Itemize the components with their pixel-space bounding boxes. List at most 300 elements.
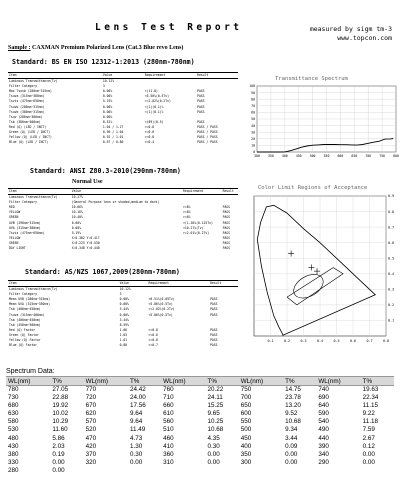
spec-cell: >=0.8 [144,135,155,140]
spectrum-row [6,434,394,442]
spectrum-cell: 610 [163,410,174,418]
spec-cell: Red (Q) (LED / INCT) [9,124,47,129]
spectrum-cell: 9.64 [129,410,143,418]
spectrum-cell: 640 [318,402,329,410]
spectrum-cell: 5.86 [52,434,65,442]
spec-cell: Blue (Q) (LED / INCT) [9,140,49,145]
spectrum-cell: 13.20 [285,402,301,410]
cie-chart [248,192,398,357]
spectrum-cell: 0.30 [129,450,143,458]
spectrum-cell: 0.00 [207,450,220,458]
spec-cell: Yellow (Q) (LED / INCT) [9,135,52,140]
spec-cell: PASS [210,338,218,343]
spectrum-cell: 750 [240,386,252,393]
y-tick-label: 90 [251,90,255,95]
spec-cell: 1.04 / 1.27 [102,124,124,129]
spec-cell: Tsb (450nm~500nm) [9,322,41,327]
spectrum-cell: 490 [318,426,329,434]
y-tick-label: 0.9 [388,194,395,199]
spectrum-cell: 19.92 [52,402,69,410]
spectrum-cell: 770 [85,386,97,393]
spec-cell: Filter Category [9,292,37,297]
column-header-requirement: Requirement [182,189,222,195]
spectrum-cell: 0.30 [207,442,220,450]
y-tick-label: 0.5 [388,256,395,261]
spec-cell: <(89)(0.5) [144,119,164,124]
spectrum-cell: 780 [8,386,19,393]
spec-cell: >=2.01%(0.2Tv) [183,230,210,235]
y-tick-label: 40 [251,123,255,128]
spec-cell: >=0.4 [144,140,155,145]
spectrum-cell: 11.49 [129,426,146,434]
spectrum-cell: 290 [318,458,329,466]
spectrum-cell: 420 [85,442,97,450]
spectrum-cell: 11.18 [362,418,378,426]
spec-table-1 [8,72,238,145]
spectrum-cell: 9.34 [285,426,298,434]
spectrum-cell: 24.42 [129,386,146,393]
spectrum-cell: 4.35 [207,434,220,442]
spec-cell: 10.12% [119,287,131,292]
spec-cell: <5.50%(0.5Tv) [144,94,170,99]
y-tick-label: 50 [251,117,255,122]
spec-cell: 3.44% [119,307,129,312]
spec-cell: Tsuva (315nm~400nm) [9,312,45,317]
spec-cell: Tsuvb (280nm~315nm) [9,104,45,109]
spec-cell: 0.00% [102,89,113,94]
spectrum-header-cell: WL(nm) [6,377,50,386]
spec-cell: Green (Q) Factor [9,332,39,337]
spec-cell: >=0.8 [144,124,155,129]
spec-cell: Blue (Q) Factor [9,343,37,348]
spec-cell: Tsb (400nm~450nm) [9,317,41,322]
sample-line [8,45,183,51]
spec-cell: <5.06%(0.5Tv) [148,302,173,307]
spectrum-cell: 0.09 [285,442,298,450]
spectrum-cell [239,467,283,475]
spectrum-cell: 760 [163,386,174,393]
x-tick-label: 300 [254,154,260,158]
spec-cell: 0.00% [119,297,129,302]
spectrum-cell: 300 [240,458,252,466]
x-tick-label: 550 [323,154,330,158]
spectrum-cell [161,467,205,475]
spec-cell: 8.52% [102,119,113,124]
spectrum-cell: 370 [85,450,97,458]
spec-row [8,246,238,251]
spec-cell: Yellow (Q) Factor [9,338,41,343]
spec-cell: >=6% [183,215,191,220]
spec-cell: 0.00% [102,104,113,109]
standard-heading-1: Standard: BS EN ISO 12312-1:2013 (280nm-780nm) [12,58,195,66]
spectrum-cell: 24.11 [207,394,223,402]
transmittance-chart-title: Transmittance Spectrum [275,76,348,82]
spec-cell: 0.00% [119,312,129,317]
x-tick-label: 0.8 [382,339,390,343]
spectrum-cell: 3.44 [285,434,298,442]
spectrum-row [6,402,394,410]
column-header-value: Value [71,189,182,195]
x-tick-label: 700 [365,154,372,158]
spectrum-cell: 15.25 [207,402,224,410]
spec-cell: PASS [222,225,231,230]
spectrum-cell: 430 [8,442,19,450]
x-tick-label: 0.3 [300,339,307,343]
spectrum-cell: 10.02 [52,410,69,418]
spectrum-cell: 0.00 [52,458,65,466]
spectrum-cell: 530 [8,426,19,434]
spectrum-cell: 500 [240,426,252,434]
spec-cell: >=8% [183,205,191,210]
x-tick-label: 650 [351,154,358,158]
column-header-item: Item [8,73,102,79]
spec-cell: X:0.382 Y:0.417 [71,235,100,240]
spec-cell: PASS [197,94,205,99]
spec-cell: GREEN [9,240,19,245]
spectrum-cell [128,467,161,475]
spec-cell: PASS [222,240,231,245]
column-header-item: Item [8,189,71,195]
spec-cell: PASS [222,205,231,210]
x-tick-label: 350 [268,154,274,158]
spec-row [8,140,238,145]
spec-cell: YELLOW [9,210,21,215]
spectrum-cell: 9.64 [129,418,143,426]
spec-cell: PASS / PASS [197,124,218,129]
spectrum-cell: 0.00 [285,458,298,466]
spec-cell: PASS [222,235,231,240]
spec-cell: PASS / PASS [197,135,218,140]
spec-cell: Luminous Transmittance(Tv) [9,79,58,84]
spectrum-cell [316,467,360,475]
spec-cell: 0.00% [102,114,113,119]
spec-table-3 [8,280,238,348]
spec-cell: PASS [197,119,205,124]
spectrum-table [6,376,394,475]
spectrum-cell: 410 [163,442,174,450]
y-tick-label: 10 [251,143,255,148]
spectrum-cell: 460 [163,434,174,442]
spec-cell: PASS [210,297,218,302]
column-header-requirement: Requirement [144,73,196,79]
spec-cell: <(1.28%(0.125Tv) [183,220,213,225]
transmittance-chart [240,83,400,163]
x-tick-label: 750 [379,154,385,158]
spectrum-cell [283,467,316,475]
spectrum-cell: 590 [318,410,329,418]
spectrum-cell: 550 [240,418,252,426]
brand-line-2: www.topcon.com [337,34,392,42]
spectrum-row [6,418,394,426]
spectrum-header-cell: T% [283,377,316,386]
spectrum-cell: 2.03 [52,442,65,450]
spectrum-title: Spectrum Data: [6,368,55,375]
spec-cell: 10.12% [102,79,115,84]
spec-cell: Tsvis (475nm~650nm) [9,230,45,235]
column-header-value: Value [102,73,144,79]
spec-cell: UVA (315nm~380nm) [9,225,41,230]
spectrum-cell: 10.29 [52,418,69,426]
spectrum-cell: 600 [240,410,252,418]
y-tick-label: 30 [251,130,255,135]
spectrum-cell: 10.68 [207,426,224,434]
spectrum-cell: 0.19 [52,450,65,458]
spec-cell: 8.59% [119,322,129,327]
y-tick-label: 20 [251,137,255,141]
brand-block [310,25,392,43]
spec-cell: <(1)(0.1)% [144,104,164,109]
spectrum-cell: 560 [163,418,174,426]
spec-cell: >=2.02%(0.2Tv) [144,99,171,104]
y-tick-label: 0.2 [388,303,395,308]
spec-cell: Red (Q) Factor [9,327,36,332]
spec-cell: Filter Category [9,84,37,89]
spec-cell: DAY LIGHT [9,246,26,251]
spec-cell: >=0.8 [148,327,158,332]
normal-use-label: Normal Use [72,179,103,185]
spec-cell: PASS [210,307,218,312]
x-tick-label: 500 [309,154,316,158]
spec-cell: PASS [210,343,218,348]
x-tick-label: 0.2 [283,339,291,343]
spectrum-cell: 350 [240,450,252,458]
spec-cell: <10.27%(Tv) [183,225,204,230]
spec-cell: 3.44% [119,317,129,322]
spectrum-header-cell: T% [206,377,239,386]
spec-cell: 0.00% [102,109,113,114]
spectrum-cell [361,467,394,475]
y-tick-label: 60 [251,110,255,115]
spectrum-cell: 740 [318,386,329,393]
spectrum-cell: 620 [85,410,97,418]
spec-cell: X:0.225 Y:0.530 [71,240,100,245]
spec-cell: >=0.8 [148,338,158,343]
spectrum-cell: 22.88 [52,394,69,402]
spec-cell: X:0.348 Y:0.440 [71,246,100,251]
spectrum-cell: 470 [85,434,97,442]
spectrum-cell: 10.25 [207,418,224,426]
spectrum-cell: 10.68 [285,418,301,426]
spectrum-cell: 380 [8,450,19,458]
spectrum-row [6,467,394,475]
spectrum-cell: 450 [240,434,252,442]
spectrum-cell: 9.52 [285,410,298,418]
spec-cell: <0.51%(0.05Tv) [148,297,175,302]
spectrum-cell: 22.34 [362,394,379,402]
spectrum-header-cell: WL(nm) [316,377,360,386]
spectrum-cell: 400 [240,442,252,450]
spec-cell: PASS [222,215,231,220]
spec-cell: PASS [197,89,205,94]
spectrum-header-cell: WL(nm) [84,377,128,386]
y-tick-label: 100 [249,84,255,89]
spec-cell: <5.06%(0.5Tv) [148,312,173,317]
spec-cell: UVB (290nm~315nm) [9,220,41,225]
spec-cell: >=2.02%(0.2Tv) [148,307,175,312]
spec-cell [182,246,222,251]
spectrum-cell: 0.00 [285,450,298,458]
spec-cell: PASS [222,230,231,235]
report-title: Lens Test Report [95,22,243,33]
spectrum-cell: 9.22 [362,410,375,418]
column-header-result: Result [196,73,238,79]
spectrum-cell: 11.60 [52,426,68,434]
spec-cell: PASS [210,312,218,317]
spectrum-header-cell: T% [361,377,394,386]
y-tick-label: 0.6 [388,240,395,245]
spec-cell: PASS [210,327,218,332]
y-tick-label: 0.7 [388,225,395,230]
spectrum-cell: 330 [8,458,19,466]
spec-cell: YELLOW [9,235,21,240]
spectrum-cell: 360 [163,450,174,458]
spectrum-row [6,386,394,395]
spec-cell: PASS [222,210,231,215]
spectrum-cell: 630 [8,410,19,418]
spec-cell: 0.92 / 1.01 [102,135,124,140]
spec-cell: 10.66% [71,205,83,210]
x-tick-label: 0.5 [333,339,340,343]
spec-cell: 3 [119,292,122,297]
spec-cell: Mean UVB (280nm~315nm) [9,297,50,302]
spec-cell: Mean UVA (315nm~350nm) [9,302,50,307]
spec-cell: Green (Q) (LED / INCT) [9,130,50,135]
spectrum-cell: 440 [318,434,329,442]
spectrum-cell: 650 [240,402,252,410]
column-header-result: Result [209,281,238,287]
spec-cell: Tsvis (475nm~650nm) [9,99,45,104]
spectrum-cell: 710 [163,394,174,402]
spectrum-cell: 730 [8,394,19,402]
spec-cell: >=0.6 [148,332,158,337]
sample-value: CAXMAN Premium Polarized Lens (Cat.3 Blue revo Lens) [32,45,184,51]
spec-cell: PASS [210,332,218,337]
spectrum-row [6,426,394,434]
spectrum-cell: 2.67 [362,434,375,442]
spec-cell: PASS [222,220,231,225]
spec-cell: 5.19% [71,230,82,235]
spec-cell: GREEN [9,215,19,220]
spec-cell: PASS [222,246,231,251]
spec-cell: PASS [197,104,205,109]
column-header-result: Result [222,189,238,195]
column-header-requirement: Requirement [148,281,210,287]
spec-cell: 1.01 [119,338,128,343]
spec-cell: 1.06 [119,327,128,332]
spectrum-row [6,410,394,418]
spec-cell: 10.40% [71,215,83,220]
spectrum-cell: 19.63 [362,386,379,393]
spectrum-cell: 14.75 [285,386,301,393]
x-tick-label: 0.6 [349,339,357,343]
spectrum-header-cell: T% [128,377,161,386]
y-tick-label: 0.8 [388,209,395,214]
spectrum-cell [84,467,128,475]
spec-cell: 3 [102,84,105,89]
spectrum-cell: 27.05 [52,386,69,393]
spectrum-cell: 0.00 [362,450,375,458]
cie-chart-title: Color Limit Regions of Acceptance [258,185,368,191]
spec-cell: 0.00% [71,220,82,225]
spectrum-cell: 700 [240,394,252,402]
spectrum-cell: 540 [318,418,329,426]
spectrum-cell: 520 [85,426,97,434]
y-tick-label: 0.4 [388,271,395,276]
spectrum-cell: 720 [85,394,97,402]
spectrum-cell: 310 [163,458,174,466]
spectrum-cell: 340 [318,450,329,458]
spectrum-cell: 670 [85,402,97,410]
spec-cell: <(11.0) [144,89,158,94]
x-tick-label: 400 [281,154,288,158]
x-tick-label: 0.1 [267,339,274,343]
spec-cell: PASS / PASS [197,130,218,135]
spectrum-header-cell: T% [50,377,83,386]
spec-cell: 0.00% [71,225,82,230]
spec-cell: >=0.6 [144,130,155,135]
spec-cell: 10.27% [71,195,83,200]
x-tick-label: 450 [295,154,302,158]
spectrum-row [6,451,394,459]
spectrum-cell: 23.78 [285,394,301,402]
spec-cell: PASS / PASS [197,140,218,145]
spectrum-cell: 660 [163,402,174,410]
spectrum-cell: 24.00 [129,394,146,402]
spectrum-cell: 0.12 [362,442,375,450]
brand-line-1: measured by sigm tm-3 [309,25,392,33]
spectrum-row [6,443,394,451]
standard-heading-3: Standard: AS/NZS 1067,2009(280nm-780nm) [25,268,180,276]
spectrum-cell: 320 [85,458,97,466]
spec-cell: Tsuva (315nm~380nm) [9,94,45,99]
spec-cell: Tsuv (280nm~380nm) [9,114,43,119]
spec-cell: >=6% [183,210,191,215]
spectrum-header-row [6,377,394,386]
spectrum-row [6,394,394,402]
spectrum-cell: 11.15 [362,402,378,410]
spec-cell: 0.67 / 0.80 [102,140,124,145]
spectrum-cell: 390 [318,442,329,450]
spec-cell: PASS [197,109,205,114]
spec-cell: Tsb (380nm~500nm) [9,119,41,124]
y-tick-label: 0.3 [388,287,395,292]
spectrum-cell: 0.00 [362,458,375,466]
spectrum-cell: 17.56 [129,402,146,410]
spec-cell: 0.00% [102,94,113,99]
x-tick-label: 0.4 [316,339,324,343]
y-tick-label: 0.1 [388,318,395,323]
column-header-value: Value [119,281,148,287]
x-tick-label: 600 [337,154,344,158]
spectrum-cell [206,467,239,475]
spec-cell: PASS [210,302,218,307]
spec-row [8,343,238,348]
spectrum-cell: 9.65 [207,410,220,418]
spectrum-cell: 7.59 [362,426,375,434]
spectrum-cell: 1.30 [129,442,143,450]
spec-table-2 [8,188,238,251]
spectrum-cell: 680 [8,402,19,410]
spec-cell: 5.19% [102,99,113,104]
y-tick-label: 70 [251,104,255,108]
spec-cell: Filter Category [9,200,37,205]
spectrum-cell: 690 [318,394,329,402]
spec-cell: Luminous Transmittance(Tv) [9,195,58,200]
spectrum-cell: 0.00 [52,466,65,474]
spec-cell: >=0.7 [148,343,158,348]
spec-cell: Luminous Transmittance(Tv) [9,287,58,292]
x-tick-label: 0.7 [366,339,373,343]
